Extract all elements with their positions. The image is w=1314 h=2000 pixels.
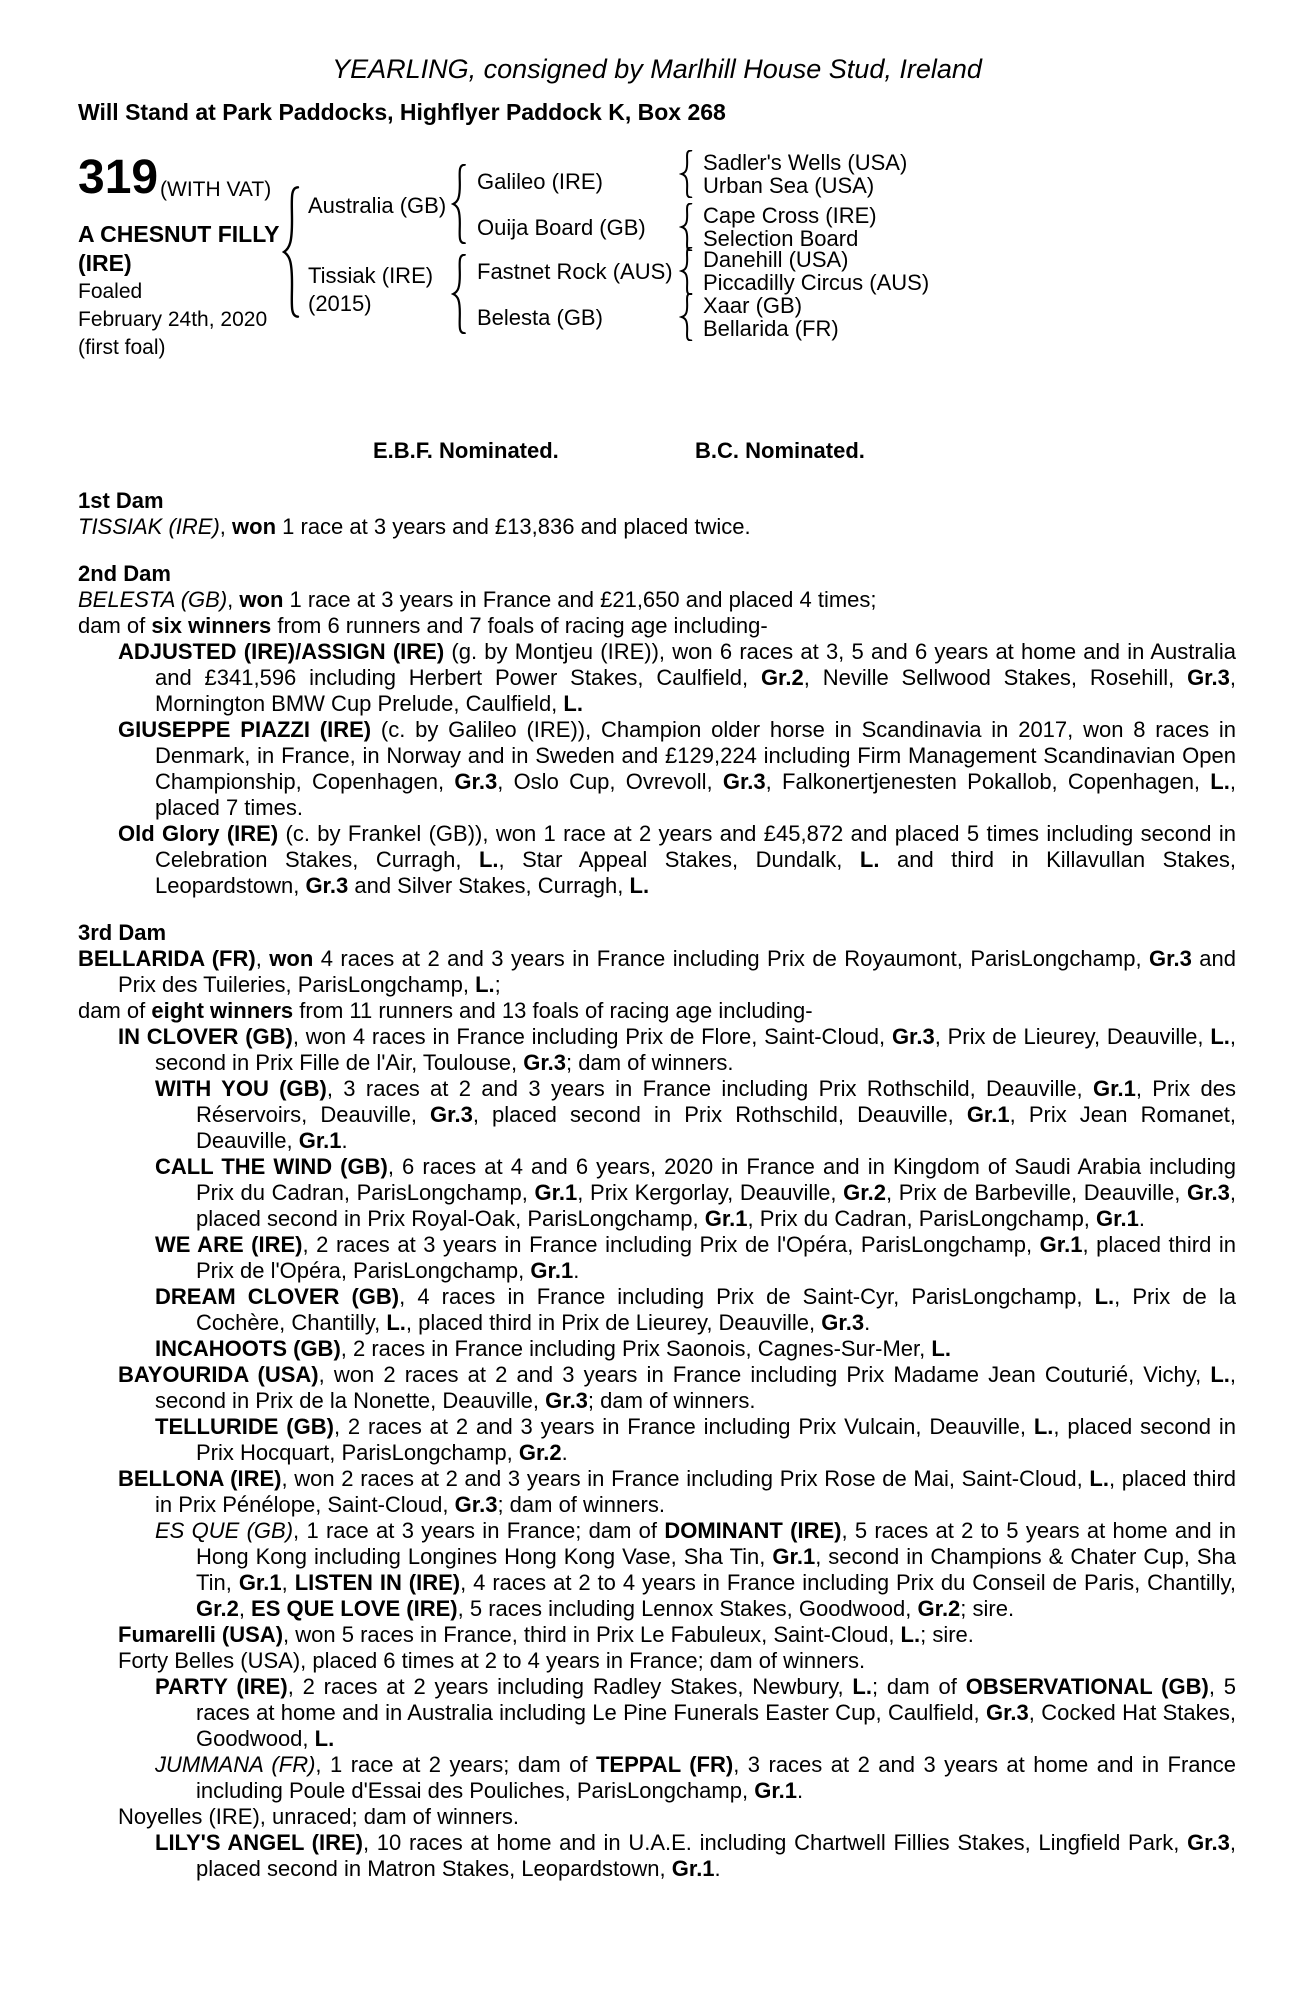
horse-or-race-emphasis: Gr.1 <box>534 1180 578 1205</box>
horse-or-race-emphasis: Gr.2 <box>760 665 804 690</box>
pedigree-brace-sire <box>450 164 468 244</box>
horse-or-race-emphasis: Gr.3 <box>430 1102 473 1127</box>
text-run: , won 5 races in France, third in Prix Le Fabuleux, Saint-Cloud, <box>283 1622 901 1647</box>
text-run: and Silver Stakes, Curragh, <box>348 873 630 898</box>
horse-or-race-emphasis: Gr.3 <box>821 1310 865 1335</box>
text-run: , won 2 races at 2 and 3 years in France including Prix Madame Jean Couturié, Vichy, <box>318 1362 1211 1387</box>
horse-or-race-emphasis: Gr.3 <box>305 873 349 898</box>
text-run: ; sire. <box>920 1622 974 1647</box>
text-run: , Falkonertjenesten Pokallob, Copenhagen, <box>765 769 1211 794</box>
horse-or-race-emphasis: DREAM CLOVER (GB) <box>155 1284 400 1309</box>
text-run: and Prix des Tuileries, ParisLongchamp, <box>118 946 1236 997</box>
text-run: , placed second in Prix Hocquart, ParisLongchamp, <box>196 1414 1237 1465</box>
horse-or-race-emphasis: BELLARIDA (FR) <box>78 946 256 971</box>
text-run: , 10 races at home and in U.A.E. including Chartwell Fillies Stakes, Lingfield Park, <box>363 1830 1188 1855</box>
catalog-paragraph <box>78 1232 1236 1284</box>
sire-dam-name: Ouija Board (GB) <box>477 215 646 240</box>
text-run: , 1 race at 2 years; dam of <box>315 1752 596 1777</box>
great-grandparent-name: Cape Cross (IRE) <box>703 203 877 228</box>
nominations-row <box>78 438 1236 466</box>
text-run: (g. by Montjeu (IRE)), won 6 races at 3, 5 and 6 years at home and in Australia and £341,596 including Herbert Power Stakes, Caulfield, <box>155 639 1236 690</box>
pedigree-brace-granddam1 <box>679 203 694 251</box>
text-run: from 11 runners and 13 foals of racing age including- <box>293 998 813 1023</box>
page-title: YEARLING, consigned by Marlhill House Stud, Ireland <box>332 54 982 84</box>
text-run: , placed third in Prix Pénélope, Saint-Cloud, <box>155 1466 1237 1517</box>
text-run: , placed second in Prix Royal-Oak, ParisLongchamp, <box>196 1180 1236 1231</box>
horse-or-race-emphasis: TEPPAL (FR) <box>595 1752 734 1777</box>
horse-name-suffix: (IRE) <box>78 250 132 276</box>
horse-or-race-emphasis: TELLURIDE (GB) <box>155 1414 334 1439</box>
dam-section-heading: 1st Dam <box>78 488 164 513</box>
great-grandparent-name: Bellarida (FR) <box>703 316 839 341</box>
text-run: , won 2 races at 2 and 3 years in France including Prix Rose de Mai, Saint-Cloud, <box>281 1466 1090 1491</box>
pedigree-brace-granddam2 <box>679 293 694 341</box>
text-run: , placed second in Prix Rothschild, Deauville, <box>472 1102 967 1127</box>
horse-or-race-emphasis: Gr.1 <box>754 1778 798 1803</box>
text-run: , 3 races at 2 and 3 years in France including Prix Rothschild, Deauville, <box>326 1076 1094 1101</box>
text-run: , <box>219 514 233 539</box>
horse-or-race-emphasis: Gr.1 <box>772 1544 816 1569</box>
foal-note: (first foal) <box>78 336 166 359</box>
text-run: , Prix Jean Romanet, Deauville, <box>196 1102 1236 1153</box>
catalog-paragraph <box>78 1024 1236 1076</box>
catalog-paragraph <box>78 1648 1236 1674</box>
catalog-paragraph <box>78 1830 1236 1882</box>
catalog-paragraph <box>78 1154 1236 1232</box>
horse-or-race-emphasis: six winners <box>151 613 272 638</box>
horse-or-race-emphasis: Gr.3 <box>454 1492 498 1517</box>
catalog-paragraph <box>78 998 1236 1024</box>
text-run: , 5 races at home and in Australia including Le Pine Funerals Easter Cup, Caulfield, <box>196 1674 1236 1725</box>
catalog-paragraph <box>78 717 1236 821</box>
lot-number: 319 <box>78 151 159 204</box>
dam-name: Tissiak (IRE) <box>308 263 434 288</box>
horse-or-race-emphasis: Gr.3 <box>1149 946 1192 971</box>
horse-or-race-emphasis: LISTEN IN (IRE) <box>294 1570 461 1595</box>
text-run: . <box>1138 1206 1145 1231</box>
text-run: ; dam of winners. <box>587 1388 756 1413</box>
great-grandparent-name: Danehill (USA) <box>703 247 849 272</box>
horse-or-race-emphasis: won <box>232 514 277 539</box>
horse-or-race-emphasis: CALL THE WIND (GB) <box>155 1154 388 1179</box>
text-run: . <box>797 1778 804 1803</box>
text-run: . <box>864 1310 871 1335</box>
text-run: from 6 runners and 7 foals of racing age including- <box>271 613 768 638</box>
catalog-paragraph <box>78 1076 1236 1154</box>
text-run: ; sire. <box>960 1596 1015 1621</box>
text-run: dam of <box>78 613 152 638</box>
text-run: , placed second in Matron Stakes, Leopardstown, <box>196 1830 1236 1881</box>
catalog-paragraph <box>78 1336 1236 1362</box>
horse-or-race-emphasis: Gr.3 <box>1187 1830 1230 1855</box>
text-run: , Prix de Lieurey, Deauville, <box>934 1024 1211 1049</box>
catalog-paragraph <box>78 946 1236 998</box>
text-run: , second in Champions & Chater Cup, Sha Tin, <box>196 1544 1237 1595</box>
horse-or-race-emphasis: BELESTA (GB) <box>78 587 228 612</box>
horse-or-race-emphasis: Gr.2 <box>917 1596 961 1621</box>
horse-or-race-emphasis: L. <box>1210 1362 1230 1387</box>
horse-or-race-emphasis: L. <box>314 1726 335 1751</box>
dam-section <box>78 561 1236 899</box>
text-run: , Cocked Hat Stakes, Goodwood, <box>196 1700 1236 1751</box>
horse-or-race-emphasis: L. <box>1094 1284 1115 1309</box>
text-run: , <box>238 1596 252 1621</box>
text-run: , Prix Kergorlay, Deauville, <box>577 1180 844 1205</box>
dam-dam-name: Belesta (GB) <box>477 305 603 330</box>
horse-or-race-emphasis: Gr.1 <box>1093 1076 1136 1101</box>
horse-or-race-emphasis: LILY'S ANGEL (IRE) <box>155 1830 364 1855</box>
catalog-paragraph <box>78 639 1236 717</box>
text-run: , won 4 races in France including Prix de Flore, Saint-Cloud, <box>292 1024 892 1049</box>
horse-or-race-emphasis: L. <box>852 1674 872 1699</box>
text-run: , 2 races at 2 and 3 years in France including Prix Vulcain, Deauville, <box>333 1414 1034 1439</box>
bc-nominated-label: B.C. Nominated. <box>695 438 865 463</box>
foaled-label: Foaled <box>78 280 143 303</box>
text-run: , Oslo Cup, Ovrevoll, <box>497 769 723 794</box>
text-run: , 2 races in France including Prix Saonois, Cagnes-Sur-Mer, <box>340 1336 932 1361</box>
horse-or-race-emphasis: ES QUE (GB) <box>155 1518 294 1543</box>
horse-or-race-emphasis: Gr.3 <box>1187 665 1230 690</box>
text-run: , <box>281 1570 295 1595</box>
dam-sections <box>78 488 1236 1882</box>
text-run: , 5 races including Lennox Stakes, Goodwood, <box>457 1596 918 1621</box>
horse-or-race-emphasis: IN CLOVER (GB) <box>118 1024 293 1049</box>
horse-or-race-emphasis: won <box>269 946 314 971</box>
text-run: , 2 races at 3 years in France including Prix de l'Opéra, ParisLongchamp, <box>302 1232 1040 1257</box>
horse-or-race-emphasis: L. <box>629 873 650 898</box>
text-run: , 3 races at 2 and 3 years at home and in France including Poule d'Essai des Pouliches, ParisLongchamp, <box>196 1752 1237 1803</box>
text-run: ; dam of winners. <box>497 1492 665 1517</box>
text-run: ; dam of winners. <box>566 1050 734 1075</box>
text-run: , placed third in Prix de l'Opéra, ParisLongchamp, <box>196 1232 1236 1283</box>
horse-or-race-emphasis: Gr.3 <box>891 1024 935 1049</box>
text-run: Forty Belles (USA), placed 6 times at 2 to 4 years in France; dam of winners. <box>118 1648 866 1673</box>
horse-or-race-emphasis: Fumarelli (USA) <box>118 1622 284 1647</box>
horse-or-race-emphasis: L. <box>478 847 499 872</box>
horse-or-race-emphasis: Old Glory (IRE) <box>118 821 279 846</box>
horse-or-race-emphasis: L. <box>859 847 880 872</box>
horse-or-race-emphasis: Gr.1 <box>966 1102 1010 1127</box>
horse-or-race-emphasis: DOMINANT (IRE) <box>664 1518 842 1543</box>
stand-location: Will Stand at Park Paddocks, Highflyer Paddock K, Box 268 <box>78 99 726 125</box>
text-run: , Prix des Réservoirs, Deauville, <box>196 1076 1237 1127</box>
dam-sire-name: Fastnet Rock (AUS) <box>477 259 673 284</box>
pedigree-brace-grandsire2 <box>679 247 694 295</box>
text-run: 1 race at 3 years in France and £21,650 and placed 4 times; <box>283 587 877 612</box>
catalog-paragraph <box>78 613 1236 639</box>
text-run: , Prix du Cadran, ParisLongchamp, <box>747 1206 1097 1231</box>
horse-name: A CHESNUT FILLY <box>78 221 280 247</box>
sire-name: Australia (GB) <box>308 193 447 218</box>
catalog-paragraph <box>78 1752 1236 1804</box>
great-grandparent-name: Xaar (GB) <box>703 293 803 318</box>
dam-section-heading: 2nd Dam <box>78 561 171 586</box>
text-run: , 4 races in France including Prix de Saint-Cyr, ParisLongchamp, <box>399 1284 1095 1309</box>
horse-or-race-emphasis: GIUSEPPE PIAZZI (IRE) <box>118 717 372 742</box>
text-run: , 1 race at 3 years in France; dam of <box>293 1518 665 1543</box>
text-run: 1 race at 3 years and £13,836 and placed twice. <box>276 514 751 539</box>
text-run: , second in Prix Fille de l'Air, Toulouse, <box>155 1024 1236 1075</box>
text-run: , 6 races at 4 and 6 years, 2020 in France and in Kingdom of Saudi Arabia including Prix du Cadran, ParisLongchamp, <box>196 1154 1237 1205</box>
text-run: , <box>227 587 240 612</box>
text-run: ; dam of <box>871 1674 966 1699</box>
horse-or-race-emphasis: WE ARE (IRE) <box>155 1232 303 1257</box>
text-run: . <box>573 1258 580 1283</box>
text-run: , Mornington BMW Cup Prelude, Caulfield, <box>155 665 1236 716</box>
dam-section <box>78 920 1236 1882</box>
text-run: , <box>255 946 270 971</box>
horse-or-race-emphasis: ADJUSTED (IRE)/ASSIGN (IRE) <box>118 639 445 664</box>
horse-or-race-emphasis: Gr.1 <box>671 1856 715 1881</box>
horse-or-race-emphasis: Gr.1 <box>298 1128 342 1153</box>
great-grandparent-name: Selection Board <box>703 226 859 251</box>
catalog-paragraph <box>78 1362 1236 1414</box>
text-run: , 2 races at 2 years including Radley Stakes, Newbury, <box>287 1674 853 1699</box>
horse-or-race-emphasis: L. <box>931 1336 951 1361</box>
ebf-nominated-label: E.B.F. Nominated. <box>373 438 559 463</box>
catalog-paragraph <box>78 587 1236 613</box>
horse-or-race-emphasis: Gr.3 <box>722 769 766 794</box>
great-grandparent-name: Piccadilly Circus (AUS) <box>703 270 930 295</box>
pedigree-brace-grandsire1 <box>679 150 694 198</box>
horse-or-race-emphasis: Gr.2 <box>843 1180 886 1205</box>
pedigree-chart <box>78 150 1236 390</box>
dam-section-heading: 3rd Dam <box>78 920 167 945</box>
horse-or-race-emphasis: Gr.3 <box>985 1700 1029 1725</box>
text-run: Noyelles (IRE), unraced; dam of winners. <box>118 1804 520 1829</box>
text-run: , 4 races at 2 to 4 years in France including Prix du Conseil de Paris, Chantilly, <box>460 1570 1236 1595</box>
text-run: , placed third in Prix de Lieurey, Deauville, <box>405 1310 822 1335</box>
text-run: and third in Killavullan Stakes, Leopardstown, <box>155 847 1236 898</box>
horse-or-race-emphasis: WITH YOU (GB) <box>155 1076 327 1101</box>
horse-or-race-emphasis: eight winners <box>151 998 294 1023</box>
horse-or-race-emphasis: Gr.1 <box>704 1206 748 1231</box>
text-run: , Star Appeal Stakes, Dundalk, <box>498 847 860 872</box>
catalog-paragraph <box>78 1674 1236 1752</box>
horse-or-race-emphasis: JUMMANA (FR) <box>155 1752 316 1777</box>
catalog-paragraph <box>78 514 1236 540</box>
horse-or-race-emphasis: TISSIAK (IRE) <box>78 514 220 539</box>
text-run: 4 races at 2 and 3 years in France including Prix de Royaumont, ParisLongchamp, <box>313 946 1150 971</box>
catalog-paragraph <box>78 1414 1236 1466</box>
horse-or-race-emphasis: L. <box>1210 1024 1230 1049</box>
horse-or-race-emphasis: Gr.3 <box>523 1050 567 1075</box>
text-run: ; <box>494 972 501 997</box>
horse-or-race-emphasis: won <box>239 587 284 612</box>
horse-or-race-emphasis: INCAHOOTS (GB) <box>155 1336 341 1361</box>
foaled-date: February 24th, 2020 <box>78 308 268 331</box>
sire-sire-name: Galileo (IRE) <box>477 169 603 194</box>
text-run: . <box>714 1856 721 1881</box>
horse-or-race-emphasis: L. <box>563 691 583 716</box>
horse-or-race-emphasis: Gr.2 <box>196 1596 239 1621</box>
catalog-paragraph <box>78 1284 1236 1336</box>
dam-section <box>78 488 1236 540</box>
text-run: , Prix de la Cochère, Chantilly, <box>196 1284 1236 1335</box>
horse-or-race-emphasis: PARTY (IRE) <box>155 1674 288 1699</box>
vat-label: (WITH VAT) <box>160 178 272 201</box>
horse-or-race-emphasis: Gr.1 <box>1039 1232 1083 1257</box>
horse-or-race-emphasis: Gr.3 <box>545 1388 588 1413</box>
horse-or-race-emphasis: Gr.1 <box>530 1258 574 1283</box>
horse-or-race-emphasis: L. <box>1210 769 1230 794</box>
text-run: dam of <box>78 998 152 1023</box>
horse-or-race-emphasis: L. <box>900 1622 921 1647</box>
text-run: . <box>561 1440 568 1465</box>
catalog-paragraph <box>78 821 1236 899</box>
text-run: , 5 races at 2 to 5 years at home and in Hong Kong including Longines Hong Kong Vase, Sha Tin, <box>196 1518 1236 1569</box>
horse-or-race-emphasis: L. <box>1033 1414 1054 1439</box>
horse-or-race-emphasis: ES QUE LOVE (IRE) <box>251 1596 458 1621</box>
catalog-paragraph <box>78 1466 1236 1518</box>
text-run: , Prix de Barbeville, Deauville, <box>885 1180 1188 1205</box>
horse-or-race-emphasis: Gr.1 <box>1096 1206 1139 1231</box>
text-run: (c. by Frankel (GB)), won 1 race at 2 years and £45,872 and placed 5 times including second in Celebration Stakes, Curragh, <box>155 821 1236 872</box>
catalog-paragraph <box>78 1622 1236 1648</box>
great-grandparent-name: Urban Sea (USA) <box>703 173 875 198</box>
horse-or-race-emphasis: Gr.3 <box>1187 1180 1230 1205</box>
text-run: , placed 7 times. <box>155 769 1236 820</box>
horse-or-race-emphasis: L. <box>475 972 495 997</box>
horse-or-race-emphasis: BELLONA (IRE) <box>118 1466 282 1491</box>
horse-or-race-emphasis: Gr.3 <box>454 769 498 794</box>
pedigree-brace-dam <box>450 254 468 334</box>
text-run: (c. by Galileo (IRE)), Champion older horse in Scandinavia in 2017, won 8 races in Denmark, in France, in Norway and in Sweden and £129,224 including Firm Management Scandinavian Open Championship, Copenhagen, <box>155 717 1236 794</box>
text-run: . <box>341 1128 348 1153</box>
horse-or-race-emphasis: L. <box>386 1310 406 1335</box>
text-run: , second in Prix de la Nonette, Deauville, <box>155 1362 1236 1413</box>
horse-or-race-emphasis: L. <box>1089 1466 1109 1491</box>
horse-or-race-emphasis: Gr.1 <box>238 1570 282 1595</box>
horse-or-race-emphasis: BAYOURIDA (USA) <box>118 1362 319 1387</box>
text-run: , Neville Sellwood Stakes, Rosehill, <box>803 665 1188 690</box>
horse-or-race-emphasis: OBSERVATIONAL (GB) <box>965 1674 1209 1699</box>
great-grandparent-name: Sadler's Wells (USA) <box>703 150 908 175</box>
catalog-paragraph <box>78 1518 1236 1622</box>
dam-year: (2015) <box>308 291 372 316</box>
catalog-paragraph <box>78 1804 1236 1830</box>
horse-or-race-emphasis: Gr.2 <box>518 1440 562 1465</box>
pedigree-brace-main <box>280 186 302 318</box>
